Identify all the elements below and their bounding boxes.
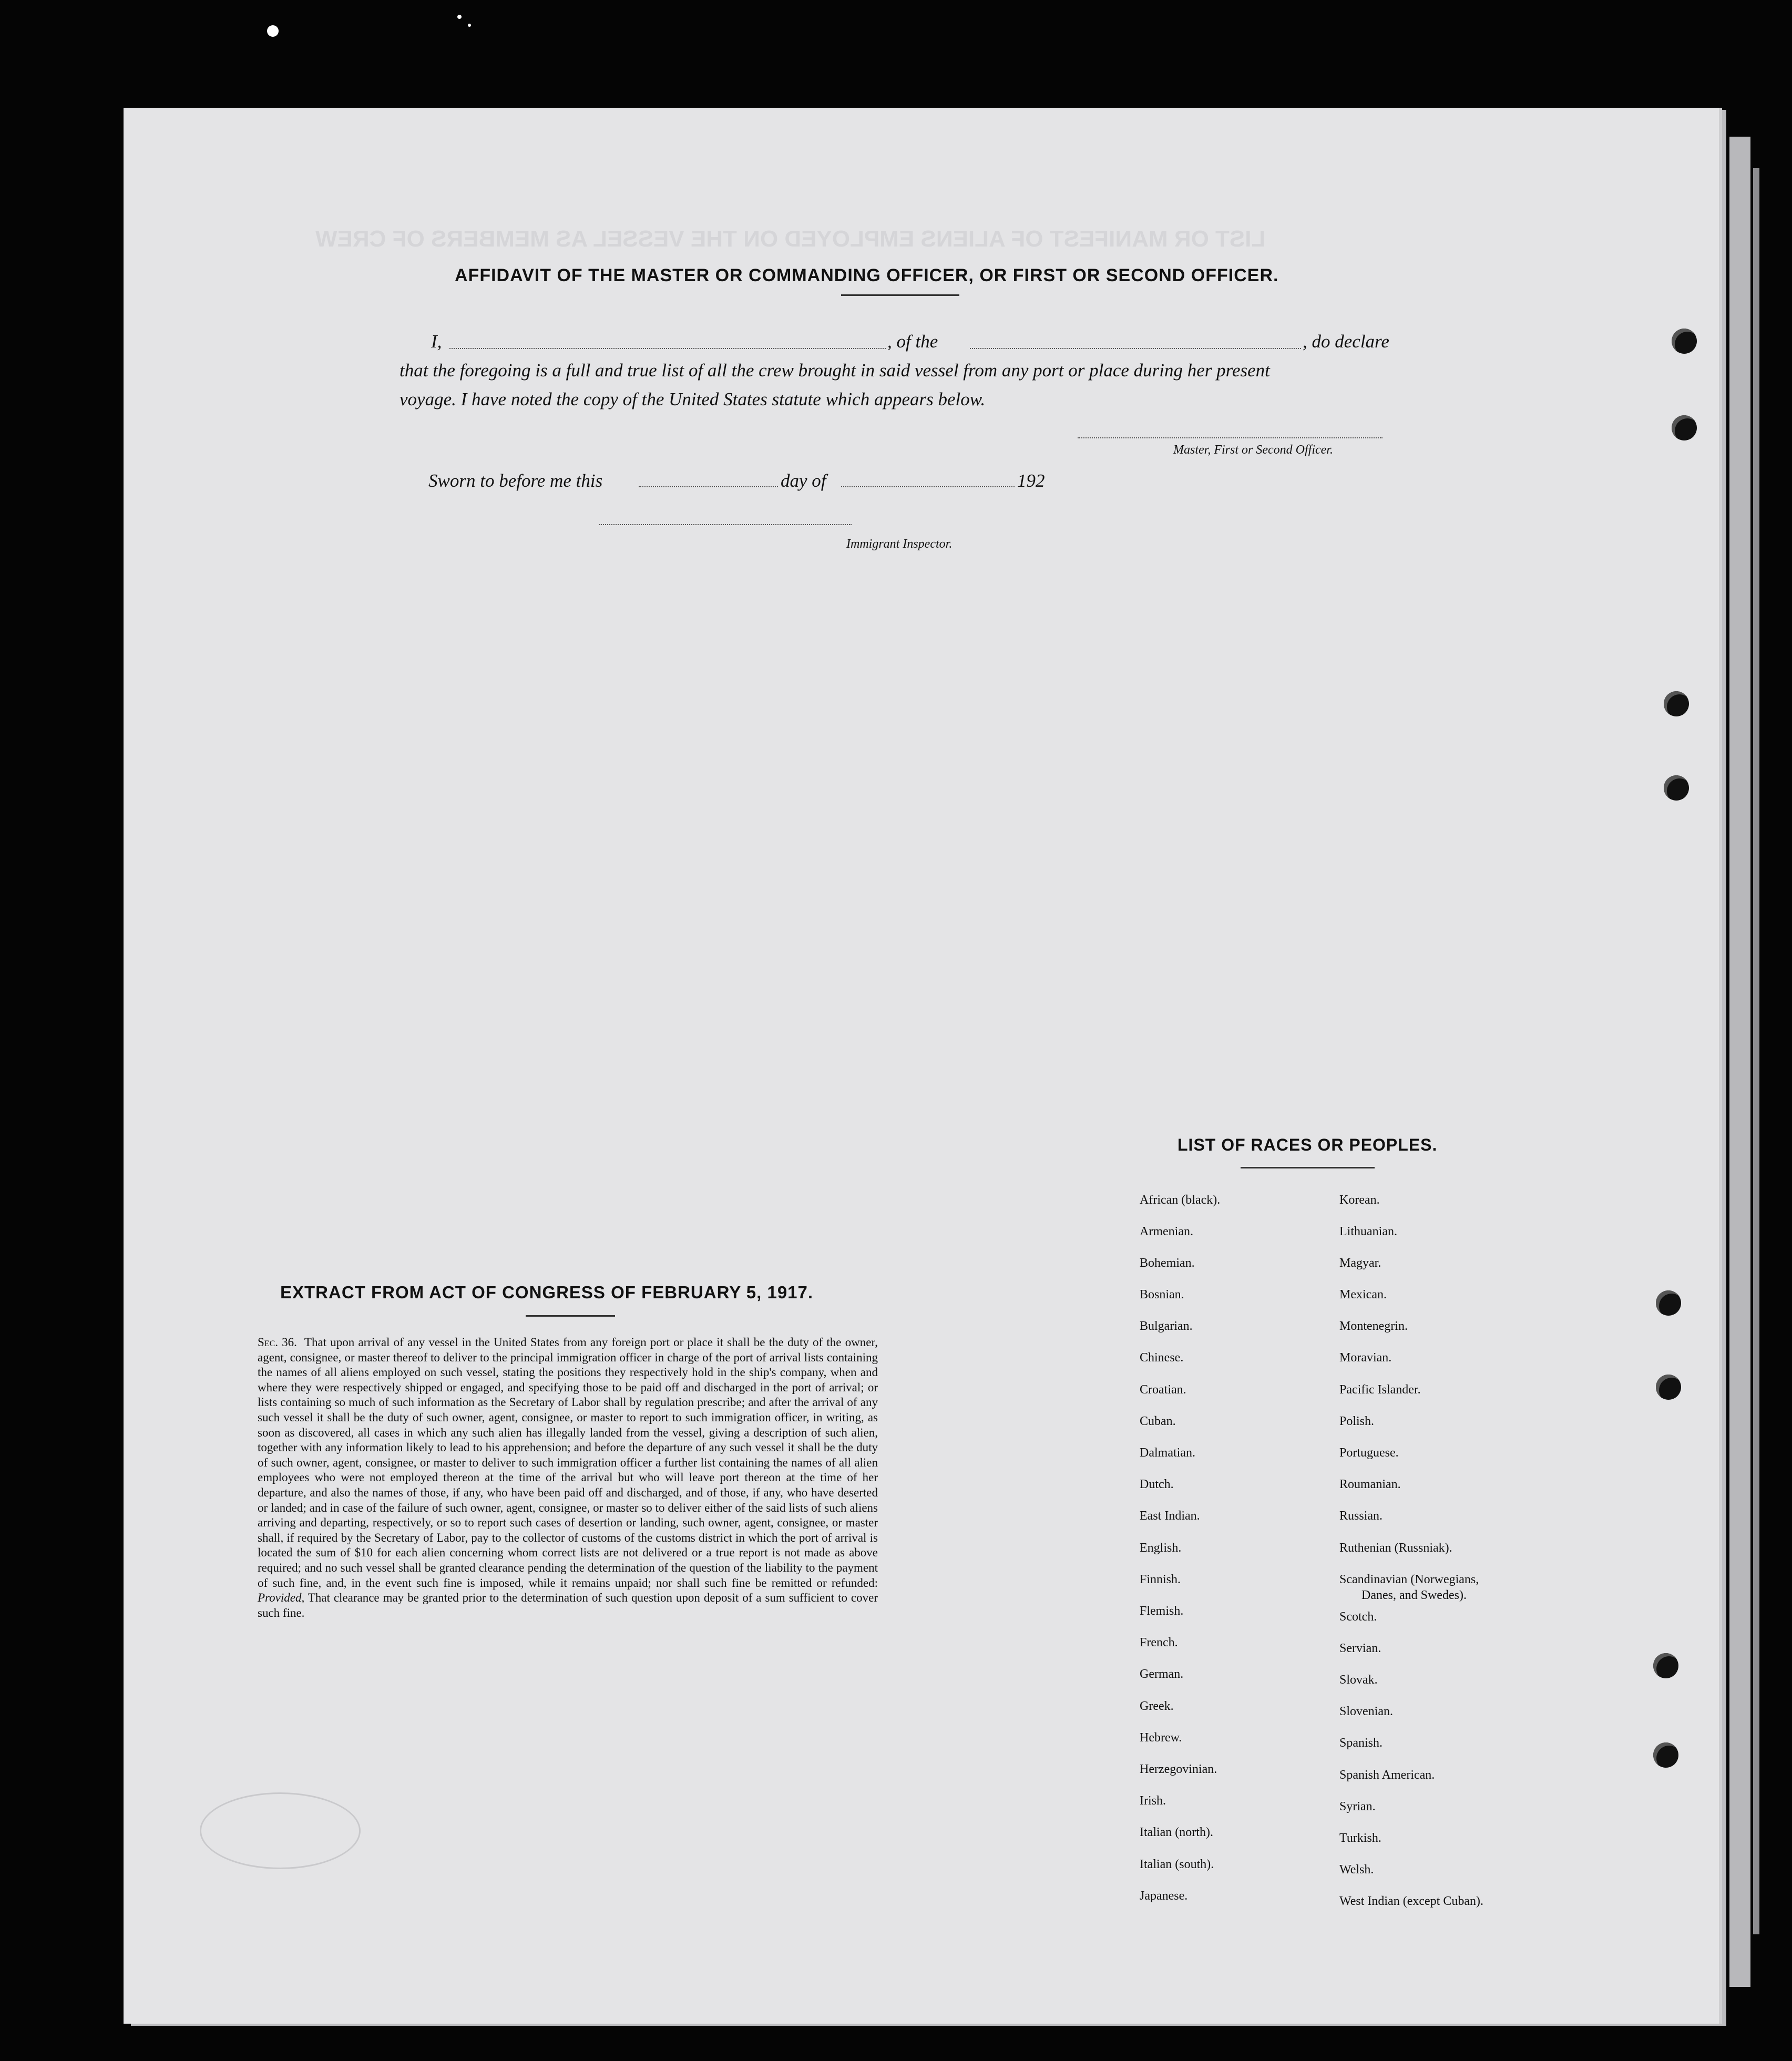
punch-hole: [1664, 775, 1689, 801]
punch-hole: [1664, 691, 1689, 716]
race-item: Spanish.: [1339, 1736, 1383, 1750]
race-item: Slovak.: [1339, 1673, 1378, 1687]
race-item: Armenian.: [1140, 1225, 1193, 1238]
race-item: Moravian.: [1339, 1351, 1392, 1365]
race-item: Finnish.: [1140, 1573, 1181, 1586]
race-item: Mexican.: [1339, 1288, 1387, 1301]
vessel-blank: [970, 348, 1301, 349]
extract-heading: EXTRACT FROM ACT OF CONGRESS OF FEBRUARY 5, 1917.: [280, 1283, 814, 1302]
race-item: Lithuanian.: [1339, 1225, 1397, 1238]
race-item: Slovenian.: [1339, 1705, 1393, 1718]
statute-provided: Provided,: [258, 1591, 305, 1605]
races-rule: [1241, 1167, 1375, 1168]
day-blank: [639, 486, 778, 487]
year-prefix: 192: [1017, 470, 1045, 491]
race-item: Turkish.: [1339, 1831, 1381, 1845]
race-item: Bosnian.: [1140, 1288, 1184, 1301]
affidavit-declare: , do declare: [1303, 331, 1389, 352]
affidavit-heading: AFFIDAVIT OF THE MASTER OR COMMANDING OFFICER, OR FIRST OR SECOND OFFICER.: [455, 265, 1279, 285]
faint-stamp: [200, 1792, 361, 1869]
race-item-continuation: Danes, and Swedes).: [1361, 1588, 1467, 1602]
punch-hole: [1672, 415, 1697, 440]
statute-tail: That clearance may be granted prior to the determination of such question upon deposit of a sum sufficient to cover such fine.: [258, 1591, 878, 1619]
races-heading: LIST OF RACES OR PEOPLES.: [1177, 1135, 1438, 1154]
race-item: Polish.: [1339, 1414, 1375, 1428]
race-item: Dalmatian.: [1140, 1446, 1195, 1460]
page-edge: [1729, 137, 1750, 1987]
speck: [267, 25, 279, 37]
race-item: Spanish American.: [1339, 1768, 1435, 1782]
race-item: Chinese.: [1140, 1351, 1184, 1365]
page-edge-shadow: [1753, 168, 1759, 1934]
race-item: East Indian.: [1140, 1509, 1200, 1523]
race-item: Irish.: [1140, 1794, 1166, 1808]
inspector-blank: [599, 524, 852, 525]
race-item: Dutch.: [1140, 1478, 1174, 1491]
race-item: Scandinavian (Norwegians,: [1339, 1573, 1479, 1586]
statute-body: That upon arrival of any vessel in the United States from any foreign port or place it shall be the duty of the owner, agent, consignee, or master thereof to deliver to the principal immigration officer in charge of the port of arrival lists containing the names of all aliens employed on such vessel, stating the positions they respectively hold in the ship's company, when and where they were respectively shipped or engaged, and specifying those to be paid off and discharged in the port of arrival; or lists containing so much of such information as the Secretary of Labor shall by regulation prescribe; and after the arrival of any such vessel it shall be the duty of such owner, agent, consignee, or master to report to such immigration officer, in writing, as soon as discovered, all cases in which any such alien has illegally landed from the vessel, giving a description of such alien, together with any information likely to lead to his apprehension; and before the departure of any such vessel it shall be the duty of such owner, agent, consignee, or master to deliver to such immigration officer a further list containing the names of all alien employees who were not employed thereon at the time of the arrival but who will leave port thereon at the time of her departure, and also the names of those, if any, who have been paid off and discharged, and of those, if any, who have deserted or landed; and in case of the failure of such owner, agent, consignee, or master so to deliver either of the said lists of such aliens arriving and departing, respectively, or so to report such cases of desertion or landing, such owner, agent, consignee, or master shall, if required by the Secretary of Labor, pay to the collector of customs of the customs district in which the port of arrival is located the sum of $10 for each alien concerning whom correct lists are not delivered or a true report is not made as above required; and no such vessel shall be granted clearance pending the determination of the question of the liability to the payment of such fine, and, in the event such fine is imposed, while it remains unpaid; nor shall such fine be remitted or refunded:: [258, 1336, 878, 1590]
affidavit-of-the: , of the: [887, 331, 938, 352]
race-item: Scotch.: [1339, 1610, 1377, 1624]
race-item: Syrian.: [1339, 1800, 1376, 1813]
race-item: German.: [1140, 1667, 1184, 1681]
race-item: Magyar.: [1339, 1256, 1381, 1270]
race-item: African (black).: [1140, 1193, 1221, 1207]
race-item: Montenegrin.: [1339, 1319, 1408, 1333]
race-item: Korean.: [1339, 1193, 1380, 1207]
speck: [468, 24, 471, 27]
punch-hole: [1653, 1653, 1678, 1678]
affidavit-line-3: voyage. I have noted the copy of the United States statute which appears below.: [400, 389, 986, 409]
race-item: French.: [1140, 1636, 1178, 1649]
race-item: Servian.: [1339, 1642, 1381, 1655]
extract-rule: [526, 1315, 615, 1317]
race-item: Portuguese.: [1339, 1446, 1399, 1460]
race-item: Roumanian.: [1339, 1478, 1401, 1491]
punch-hole: [1672, 329, 1697, 354]
race-item: English.: [1140, 1541, 1182, 1555]
race-item: Japanese.: [1140, 1889, 1188, 1903]
day-of: day of: [781, 470, 826, 491]
sworn-text: Sworn to before me this: [428, 470, 603, 491]
punch-hole: [1656, 1375, 1681, 1400]
inspector-label: Immigrant Inspector.: [846, 537, 953, 551]
name-blank: [449, 348, 886, 349]
section-label: Sec. 36.: [258, 1336, 297, 1349]
signature-blank: [1078, 437, 1383, 438]
affidavit-line-2: that the foregoing is a full and true list of all the crew brought in said vessel from any port or place during her present: [400, 360, 1270, 381]
punch-hole: [1656, 1290, 1681, 1316]
punch-hole: [1653, 1742, 1678, 1768]
race-item: Flemish.: [1140, 1604, 1184, 1618]
race-item: Welsh.: [1339, 1863, 1374, 1877]
affidavit-i: I,: [431, 331, 442, 352]
race-item: Bulgarian.: [1140, 1319, 1193, 1333]
race-item: Pacific Islander.: [1339, 1383, 1421, 1397]
month-blank: [841, 486, 1015, 487]
race-item: Bohemian.: [1140, 1256, 1195, 1270]
race-item: Cuban.: [1140, 1414, 1176, 1428]
race-item: Croatian.: [1140, 1383, 1186, 1397]
race-item: Hebrew.: [1140, 1731, 1182, 1745]
race-item: Italian (north).: [1140, 1826, 1213, 1839]
race-item: Herzegovinian.: [1140, 1762, 1217, 1776]
race-item: West Indian (except Cuban).: [1339, 1894, 1483, 1908]
speck: [457, 15, 462, 19]
race-item: Russian.: [1339, 1509, 1383, 1523]
statute-text: [258, 1335, 878, 1621]
race-item: Italian (south).: [1140, 1858, 1214, 1871]
race-item: Ruthenian (Russniak).: [1339, 1541, 1452, 1555]
bleed-through-text: LIST OR MANIFEST OF ALIENS EMPLOYED ON THE VESSEL AS MEMBERS OF CREW: [315, 226, 1266, 252]
signature-label: Master, First or Second Officer.: [1173, 443, 1333, 457]
heading-rule: [841, 294, 959, 296]
race-item: Greek.: [1140, 1699, 1174, 1713]
